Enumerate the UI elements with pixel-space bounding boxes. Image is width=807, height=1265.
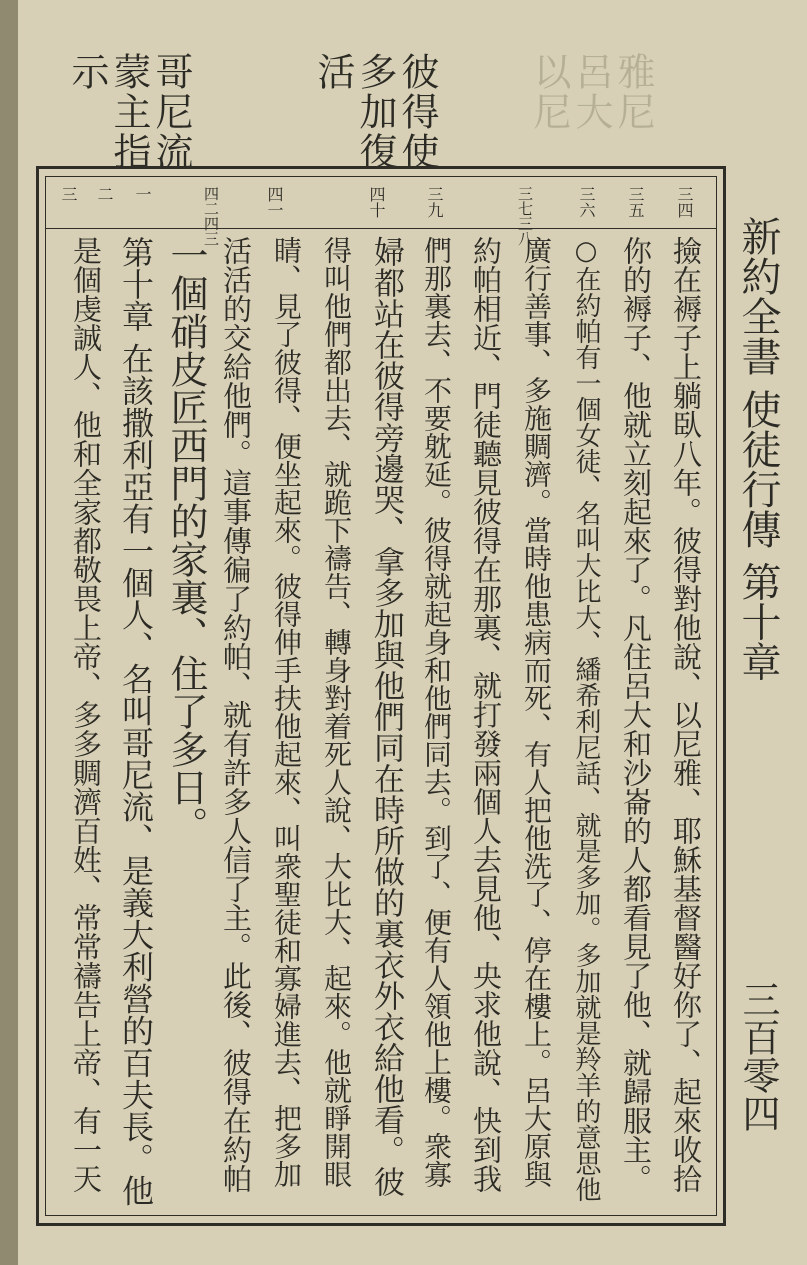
verse-number: 四十: [367, 186, 386, 218]
page-folio: 三百零四: [736, 980, 780, 1132]
side-note-dorcas: 彼得使 多加復 活: [311, 52, 439, 172]
text-column: 活活的交給他們。這事傳徧了約帕、就有許多人信了主。此後、彼得在約帕: [219, 236, 253, 1193]
text-column: 們那裏去、不要躭延。彼得就起身和他們同去。到了、便有人領他上樓。衆寡: [420, 236, 453, 1188]
verse-number: 三: [59, 186, 78, 202]
text-column: 婦都站在彼得旁邊哭、拿多加與他們同在時所做的裏衣外衣給他看。彼: [368, 236, 404, 1197]
text-column: 是個虔誠人、他和全家都敬畏上帝、多多賙濟百姓、常常禱告上帝、有一天: [69, 236, 103, 1193]
verse-number: 四一: [265, 186, 284, 218]
text-column: 約帕相近、門徒聽見彼得在那裏、就打發兩個人去見他、央求他說、快到我: [469, 236, 503, 1193]
text-column: ○在約帕有一個女徒、名叫大比大、繙希利尼話、就是多加。多加就是羚羊的意思他: [571, 236, 601, 1202]
chapter-ten-column: 第十章 在該撒利亞有一個人、名叫哥尼流、是義大利營的百夫長。他: [117, 236, 155, 1207]
text-column: 一個硝皮匠西門的家裏、住了多日。: [164, 236, 208, 844]
verse-number: 四二四三: [202, 186, 220, 246]
text-column: 你的褥子、他就立刻起來了。凡住呂大和沙崙的人都看見了他、就歸服主。: [619, 236, 653, 1193]
verse-number: 三七三八: [516, 186, 534, 246]
verse-number: 三九: [425, 186, 444, 218]
running-header: 新約全書 使徒行傳 第十章: [735, 216, 781, 682]
text-column: 撿在褥子上躺臥八年。彼得對他說、以尼雅、耶穌基督醫好你了、起來收拾: [669, 236, 703, 1193]
verse-number-rule: [45, 228, 717, 229]
verse-number: 三四: [675, 186, 694, 218]
verse-number: 三六: [577, 186, 596, 218]
verse-number: 一: [133, 186, 152, 202]
side-note-faded: 雅尼 呂大 以尼: [527, 52, 655, 132]
side-note-cornelius: 哥尼流 蒙主指 示: [65, 52, 193, 172]
text-column: 睛、見了彼得、便坐起來。彼得伸手扶他起來、叫衆聖徒和寡婦進去、把多加: [270, 236, 303, 1188]
book-gutter: [0, 0, 18, 1265]
text-column: 得叫他們都出去、就跪下禱告、轉身對着死人說、大比大、起來。他就睜開眼: [320, 236, 353, 1188]
text-column: 廣行善事、多施賙濟。當時他患病而死、有人把他洗了、停在樓上。呂大原與: [520, 236, 553, 1188]
verse-number: 二: [95, 186, 114, 202]
verse-number: 三五: [626, 186, 645, 218]
